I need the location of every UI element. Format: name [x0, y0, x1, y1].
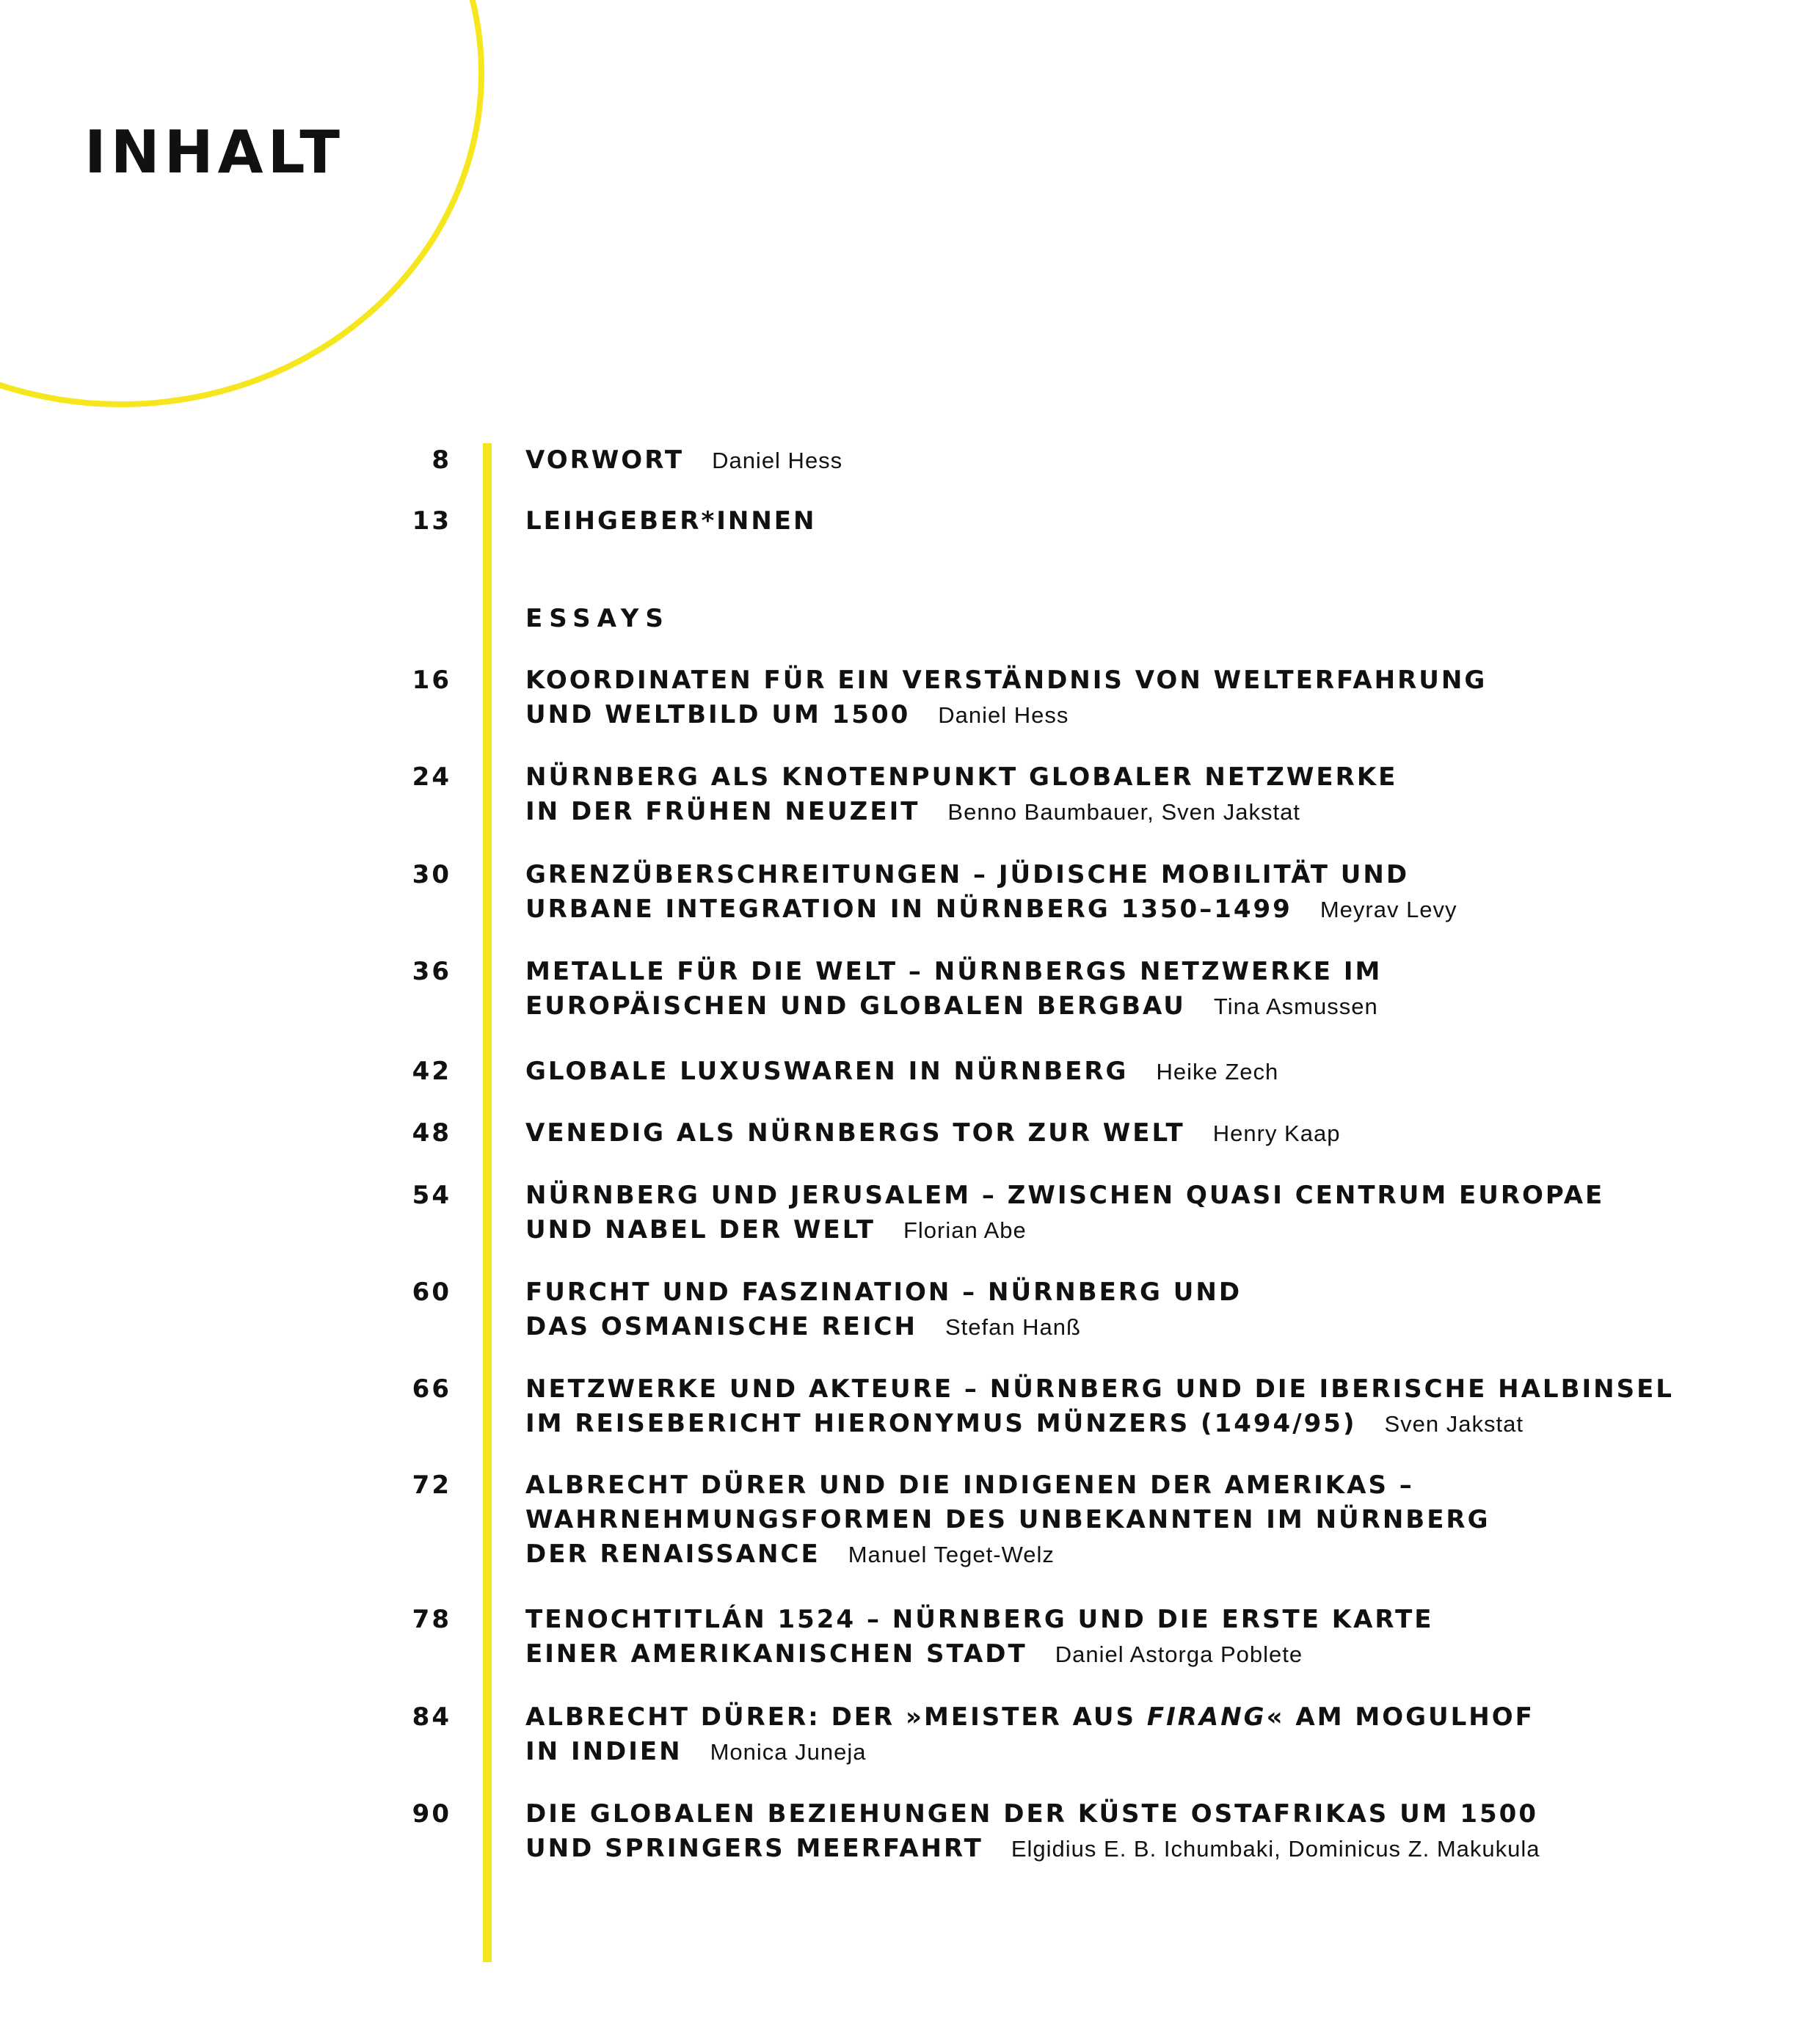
- toc-title-line: DER RENAISSANCE Manuel Teget-Welz: [525, 1539, 1055, 1569]
- toc-title-line: EINER AMERIKANISCHEN STADT Daniel Astorga Poblete: [525, 1639, 1303, 1669]
- toc-entry-title: [525, 1603, 1802, 1672]
- toc-title-line: DIE GLOBALEN BEZIEHUNGEN DER KÜSTE OSTAFRIKAS UM 1500: [525, 1799, 1538, 1829]
- toc-page-number: 54: [412, 1181, 451, 1210]
- toc-title-line: NÜRNBERG ALS KNOTENPUNKT GLOBALER NETZWERKE: [525, 762, 1398, 792]
- toc-author: Florian Abe: [903, 1217, 1027, 1243]
- toc-title-line: GLOBALE LUXUSWAREN IN NÜRNBERG Heike Zech: [525, 1057, 1279, 1086]
- toc-entry-title: [525, 955, 1802, 1024]
- toc-italic-word: FIRANG: [1146, 1702, 1267, 1732]
- toc-page-number: 84: [412, 1702, 451, 1732]
- toc-page-number: 8: [432, 445, 451, 475]
- toc-title-line: VENEDIG ALS NÜRNBERGS TOR ZUR WELT Henry Kaap: [525, 1118, 1341, 1148]
- toc-author: Meyrav Levy: [1320, 897, 1457, 922]
- toc-page-number: 16: [412, 666, 451, 695]
- toc-entry-title: [525, 504, 1802, 539]
- toc-page-number: 36: [412, 957, 451, 986]
- toc-entry-title: [525, 1275, 1802, 1344]
- toc-title-line: NÜRNBERG UND JERUSALEM – ZWISCHEN QUASI CENTRUM EUROPAE: [525, 1181, 1605, 1210]
- toc-entry-title: [525, 1700, 1802, 1769]
- toc-author: Elgidius E. B. Ichumbaki, Dominicus Z. Makukula: [1011, 1836, 1540, 1862]
- toc-author: Monica Juneja: [710, 1739, 867, 1765]
- toc-entry-title: [525, 760, 1802, 829]
- toc-entry-title: [525, 663, 1802, 732]
- toc-entry-title: [525, 1116, 1802, 1151]
- toc-author: Sven Jakstat: [1384, 1411, 1524, 1437]
- toc-title-line: KOORDINATEN FÜR EIN VERSTÄNDNIS VON WELTERFAHRUNG: [525, 666, 1488, 695]
- toc-title-line: ALBRECHT DÜRER UND DIE INDIGENEN DER AMERIKAS –: [525, 1471, 1414, 1500]
- toc-title-line: UND WELTBILD UM 1500 Daniel Hess: [525, 700, 1069, 729]
- toc-entry-title: [525, 1054, 1802, 1089]
- toc-title-line: ALBRECHT DÜRER: DER »MEISTER AUS FIRANG« AM MOGULHOF: [525, 1702, 1535, 1732]
- toc-title-line: URBANE INTEGRATION IN NÜRNBERG 1350–1499 Meyrav Levy: [525, 894, 1457, 924]
- toc-title-line: UND NABEL DER WELT Florian Abe: [525, 1215, 1027, 1245]
- toc-title-line: GRENZÜBERSCHREITUNGEN – JÜDISCHE MOBILITÄT UND: [525, 860, 1410, 889]
- toc-page-number: 72: [412, 1471, 451, 1500]
- toc-author: Daniel Hess: [712, 448, 843, 473]
- toc-title-line: WAHRNEHMUNGSFORMEN DES UNBEKANNTEN IM NÜRNBERG: [525, 1505, 1490, 1534]
- toc-title-line: METALLE FÜR DIE WELT – NÜRNBERGS NETZWERKE IM: [525, 957, 1383, 986]
- toc-author: Benno Baumbauer, Sven Jakstat: [947, 799, 1300, 825]
- toc-entry-title: [525, 858, 1802, 927]
- section-label-essays: ESSAYS: [525, 604, 670, 633]
- toc-title-line: IN INDIEN Monica Juneja: [525, 1737, 867, 1766]
- toc-title-line: IM REISEBERICHT HIERONYMUS MÜNZERS (1494/95) Sven Jakstat: [525, 1409, 1524, 1438]
- toc-title-line: IN DER FRÜHEN NEUZEIT Benno Baumbauer, Sven Jakstat: [525, 797, 1300, 826]
- toc-author: Daniel Astorga Poblete: [1055, 1641, 1303, 1667]
- toc-title-line: EUROPÄISCHEN UND GLOBALEN BERGBAU Tina Asmussen: [525, 991, 1378, 1021]
- page-title: INHALT: [84, 118, 344, 186]
- toc-title-line: NETZWERKE UND AKTEURE – NÜRNBERG UND DIE IBERISCHE HALBINSEL: [525, 1374, 1674, 1404]
- toc-page-number: 30: [412, 860, 451, 889]
- toc-entry-title: [525, 1468, 1802, 1572]
- toc-page-number: 90: [412, 1799, 451, 1829]
- toc-page-number: 24: [412, 762, 451, 792]
- toc-title-line: TENOCHTITLÁN 1524 – NÜRNBERG UND DIE ERSTE KARTE: [525, 1605, 1434, 1634]
- toc-author: Stefan Hanß: [944, 1314, 1081, 1340]
- toc-title-line: DAS OSMANISCHE REICH Stefan Hanß: [525, 1312, 1081, 1341]
- toc-page-number: 78: [412, 1605, 451, 1634]
- toc-author: Tina Asmussen: [1213, 994, 1378, 1019]
- toc-title-line: LEIHGEBER*INNEN: [525, 506, 817, 536]
- toc-page-number: 48: [412, 1118, 451, 1148]
- toc-page-number: 42: [412, 1057, 451, 1086]
- toc-page-number: 66: [412, 1374, 451, 1404]
- toc-page-number: 60: [412, 1278, 451, 1307]
- toc-page-number: 13: [412, 506, 451, 536]
- toc-entry-title: [525, 443, 1802, 478]
- toc-author: Daniel Hess: [938, 702, 1069, 728]
- toc-title-line: FURCHT UND FASZINATION – NÜRNBERG UND: [525, 1278, 1242, 1307]
- toc-author: Heike Zech: [1156, 1059, 1279, 1085]
- toc-title-line: VORWORT Daniel Hess: [525, 445, 843, 475]
- toc-title-line: UND SPRINGERS MEERFAHRT Elgidius E. B. Ichumbaki, Dominicus Z. Makukula: [525, 1834, 1540, 1863]
- toc-entry-title: [525, 1797, 1802, 1866]
- toc-author: Manuel Teget-Welz: [848, 1542, 1055, 1567]
- toc-author: Henry Kaap: [1212, 1120, 1341, 1146]
- toc-entry-title: [525, 1372, 1802, 1441]
- toc-entry-title: [525, 1178, 1802, 1247]
